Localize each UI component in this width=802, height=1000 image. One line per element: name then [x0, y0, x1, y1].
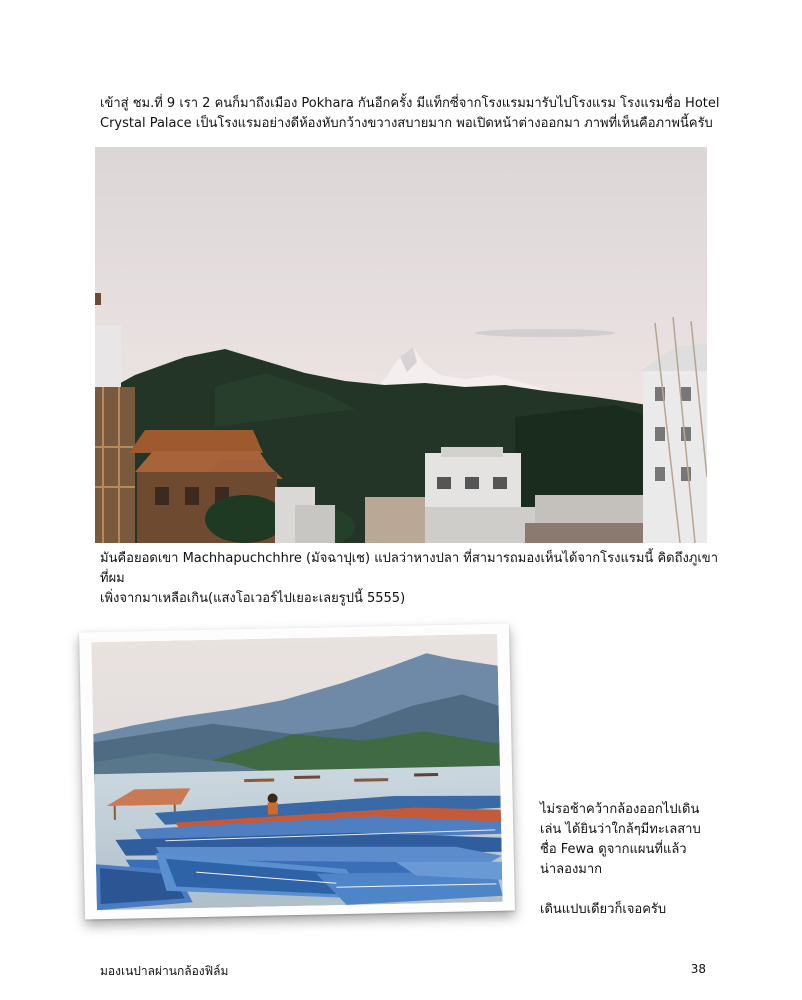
- caption-line-1: มันคือยอดเขา Machhapuchchhre (มัจฉาปุเช) แปลว่าหางปลา ที่สามารถมองเห็นได้จากโรงแรมนี้ คิดถึงภูเขาที่ผม: [100, 551, 718, 586]
- footer-book-title: มองเนปาลผ่านกล้องฟิล์ม: [100, 964, 229, 978]
- side-line-2: เล่น ได้ยินว่าใกล้ๆมีทะเลสาบ: [540, 822, 701, 837]
- footer-page-number: 38: [690, 962, 706, 976]
- side-line-6: เดินแปบเดียวก็เจอครับ: [540, 902, 667, 917]
- photo-caption: [100, 549, 720, 609]
- fewa-lake-photo: [91, 634, 503, 910]
- fewa-lake-polaroid: [79, 624, 515, 920]
- caption-line-2: เพิ่งจากมาเหลือเกิน(แสงโอเวอร์ไปเยอะเลยรูปนี้ 5555): [100, 591, 406, 606]
- intro-paragraph: [100, 94, 720, 134]
- hotel-view-photo: [95, 147, 707, 543]
- side-line-1: ไม่รอช้าคว้ากล้องออกไปเดิน: [540, 802, 700, 817]
- side-line-4: น่าลองมาก: [540, 862, 603, 877]
- side-line-3: ชื่อ Fewa ดูจากแผนที่แล้ว: [540, 842, 687, 857]
- intro-line-1: เข้าสู่ ชม.ที่ 9 เรา 2 คนก็มาถึงเมือง Pokhara กันอีกครั้ง มีแท็กซี่จากโรงแรมมารับไปโรงแรม โรงแรมชื่อ Hotel: [100, 96, 720, 111]
- side-text: [540, 800, 730, 920]
- side-line-5: [540, 880, 730, 900]
- intro-line-2: Crystal Palace เป็นโรงแรมอย่างดีห้องหับกว้างขวางสบายมาก พอเปิดหน้าต่างออกมา ภาพที่เห็นคือภาพนี้ครับ: [100, 116, 713, 131]
